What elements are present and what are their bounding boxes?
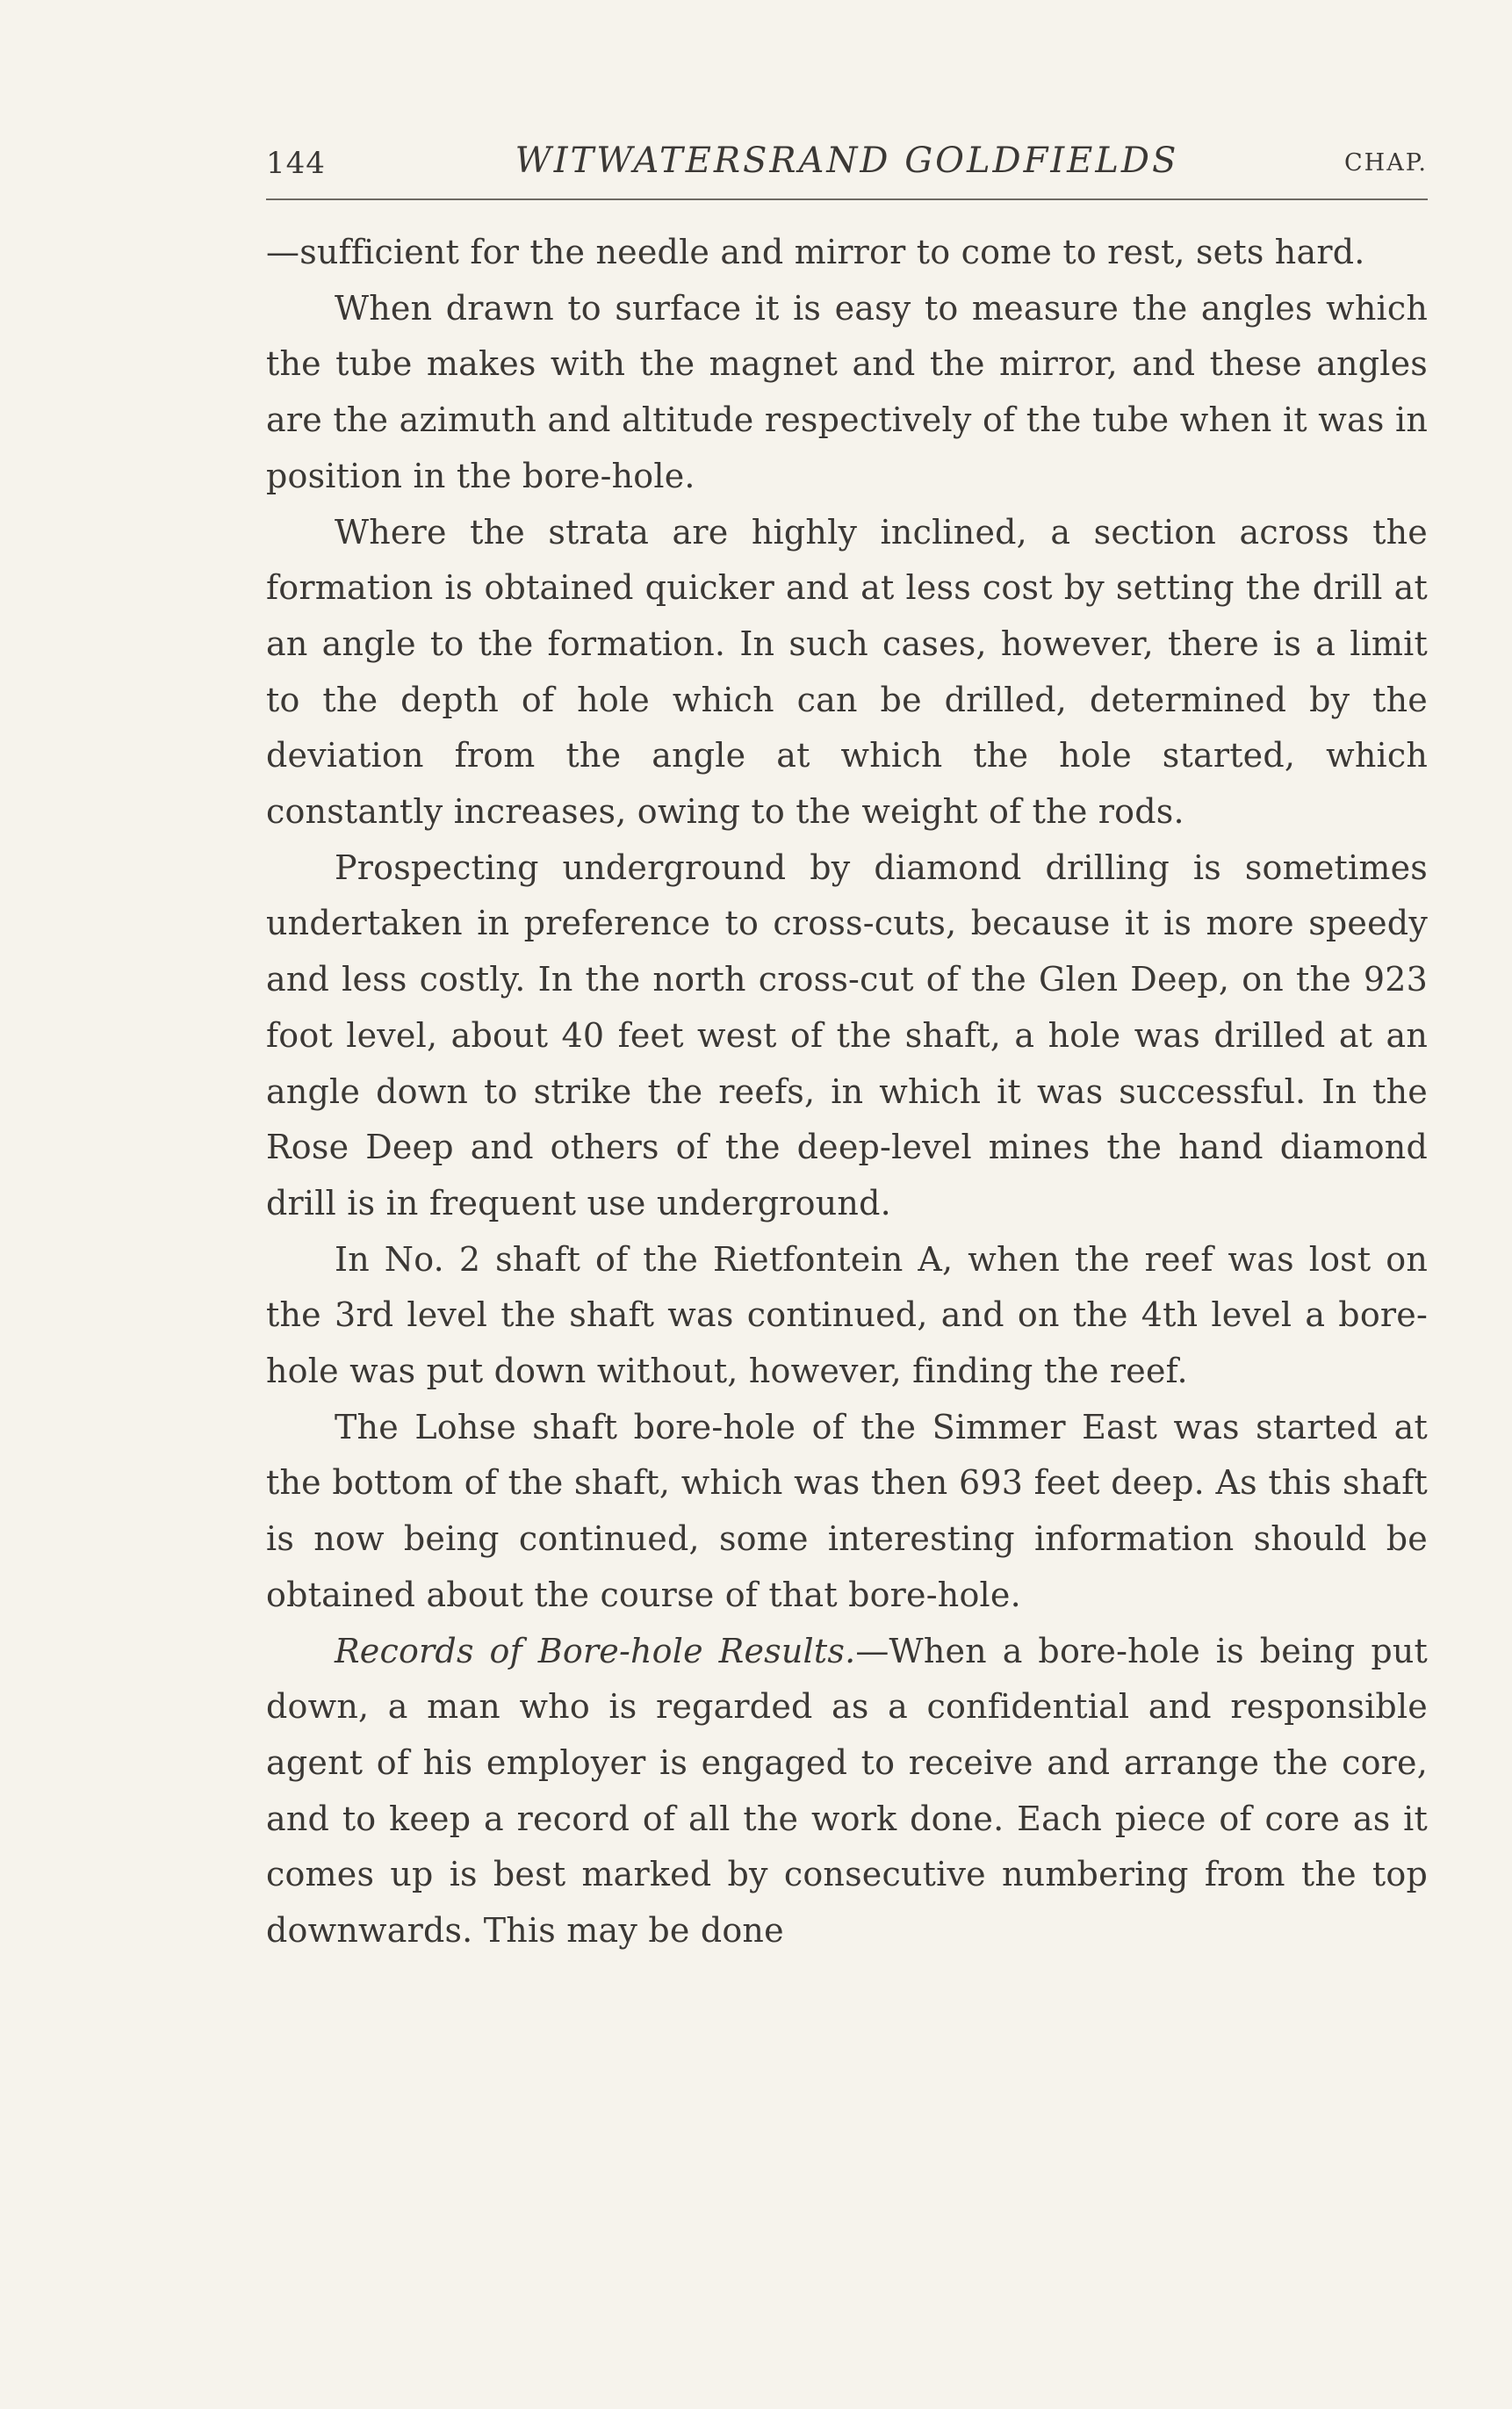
page-number: 144 — [266, 146, 326, 181]
paragraph-rietfontein: In No. 2 shaft of the Rietfontein A, when the reef was lost on the 3rd level the shaft was continued, and on the 4th level a bore-hole was put down without, however, finding the reef. — [266, 1239, 1428, 1391]
paragraph-records — [266, 1624, 1428, 1959]
records-text: —When a bore-hole is being put down, a man who is regarded as a confidential and responsible agent of his employer is engaged to receive and arrange the core, and to keep a record of all the work done. Each piece of core as it comes up is best marked by consecutive numbering from the top downwards. This may be done — [266, 1631, 1428, 1951]
running-title: WITWATERSRAND GOLDFIELDS — [515, 141, 1179, 181]
body-text — [266, 225, 1428, 1959]
header-rule — [266, 198, 1428, 200]
records-heading: Records of Bore-hole Results. — [335, 1631, 856, 1670]
paragraph-underground-prospecting: Prospecting underground by diamond drilling is sometimes undertaken in preference to cross-cuts, because it is more speedy and less costly. In the north cross-cut of the Glen Deep, on the 923 foot level, about 40 feet west of the shaft, a hole was drilled at an angle down to strike the reefs, in which it was successful. In the Rose Deep and others of the deep-level mines the hand diamond drill is in frequent use underground. — [266, 847, 1428, 1223]
chapter-label: CHAP. — [1344, 149, 1428, 177]
paragraph-inclined-strata: Where the strata are highly inclined, a section across the formation is obtained quicker and at less cost by setting the drill at an angle to the formation. In such cases, however, there is a limit to the depth of hole which can be drilled, determined by the deviation from the angle at which the hole started, which constantly increases, owing to the weight of the rods. — [266, 512, 1428, 832]
paragraph-lohse-shaft: The Lohse shaft bore-hole of the Simmer East was started at the bottom of the shaft, which was then 693 feet deep. As this shaft is now being continued, some interesting information should be obtained about the course of that bore-hole. — [266, 1407, 1428, 1614]
running-head — [266, 141, 1428, 190]
paragraph-measuring-angles: When drawn to surface it is easy to measure the angles which the tube makes with the magnet and the mirror, and these angles are the azimuth and altitude respectively of the tube when it was in position in the bore-hole. — [266, 288, 1428, 495]
paragraph-continued: —sufficient for the needle and mirror to come to rest, sets hard. — [266, 233, 1365, 271]
